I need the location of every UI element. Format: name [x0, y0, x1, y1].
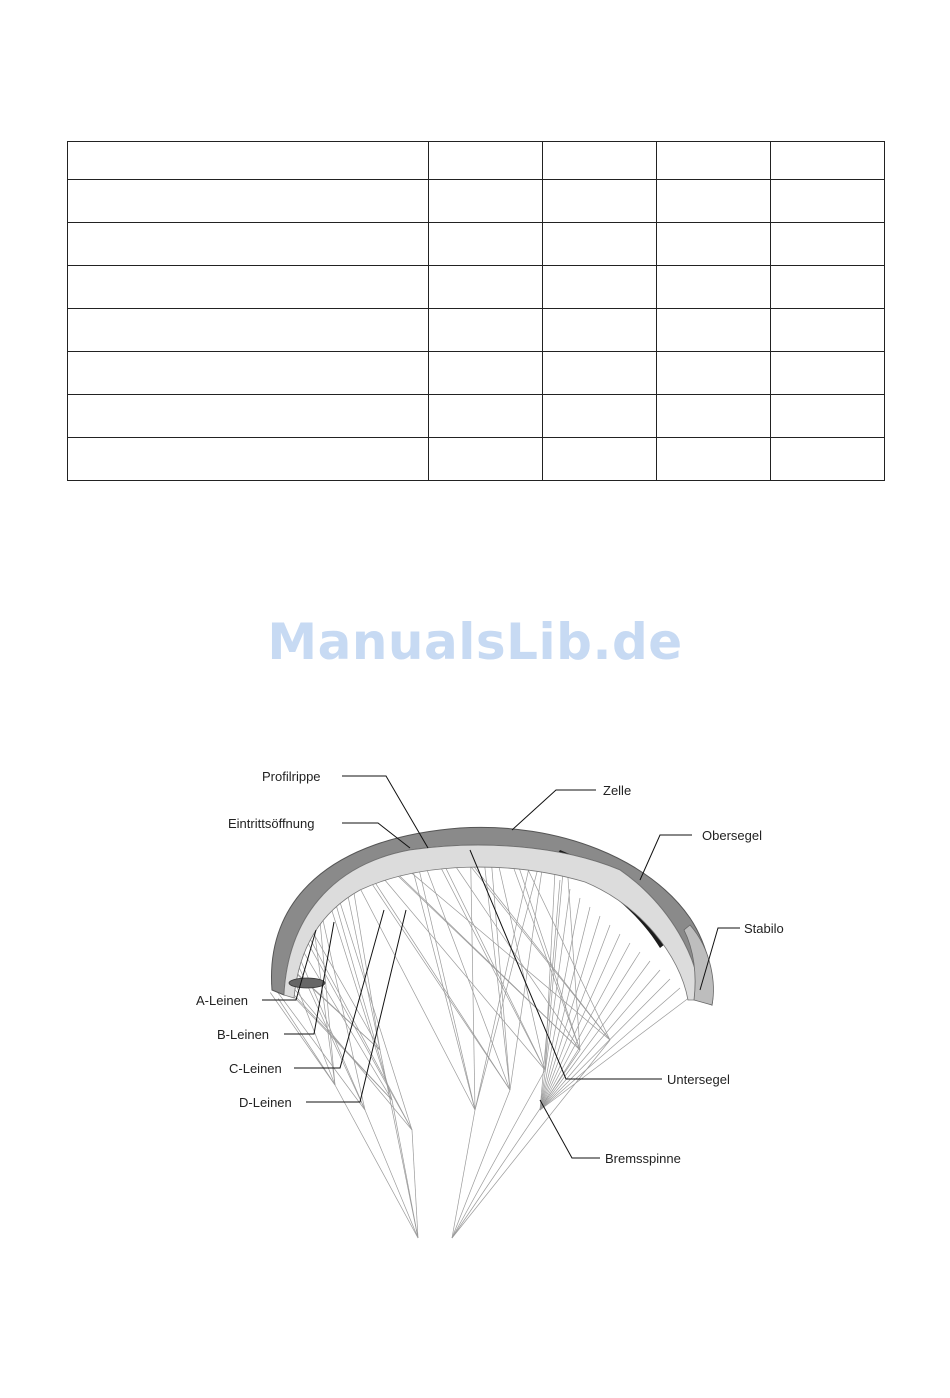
table-cell [657, 142, 771, 180]
table-cell [771, 223, 885, 266]
table-cell [68, 395, 429, 438]
label-untersegel: Untersegel [667, 1072, 730, 1087]
table-cell [657, 266, 771, 309]
table-row [68, 395, 885, 438]
table-cell [543, 309, 657, 352]
suspension-line [355, 879, 475, 1110]
label-obersegel: Obersegel [702, 828, 762, 843]
suspension-line [471, 850, 475, 1110]
table-cell [429, 395, 543, 438]
table-cell [429, 180, 543, 223]
label-d-leinen: D-Leinen [239, 1095, 292, 1110]
suspension-line [545, 860, 556, 1070]
table-cell [543, 223, 657, 266]
label-c-leinen: C-Leinen [229, 1061, 282, 1076]
suspension-line [540, 988, 680, 1110]
table-cell [543, 395, 657, 438]
table-cell [68, 309, 429, 352]
paraglider-diagram [0, 740, 950, 1280]
suspension-line [418, 865, 475, 1110]
label-a-leinen: A-Leinen [196, 993, 249, 1008]
table-row [68, 352, 885, 395]
table-cell [68, 223, 429, 266]
table-cell [429, 309, 543, 352]
suspension-line [508, 851, 580, 1050]
suspension-line [410, 859, 475, 1110]
table-row [68, 309, 885, 352]
leader-obersegel [640, 835, 692, 880]
table-cell [68, 142, 429, 180]
table-cell [657, 180, 771, 223]
suspension-line [376, 870, 545, 1070]
suspension-line [540, 907, 590, 1110]
suspension-line [275, 966, 412, 1130]
suspension-line [495, 850, 545, 1070]
suspension-line [292, 933, 392, 1100]
table-row [68, 438, 885, 481]
table-row [68, 223, 885, 266]
leader-zelle [512, 790, 596, 830]
label-eintrittsoeffnung: Eintrittsöffnung [228, 816, 315, 831]
table-cell [657, 309, 771, 352]
table-cell [68, 352, 429, 395]
suspension-line [540, 979, 670, 1110]
table-cell [657, 395, 771, 438]
table-cell [68, 438, 429, 481]
table-cell [771, 438, 885, 481]
inlet-opening [289, 978, 325, 988]
label-stabilo: Stabilo [744, 921, 784, 936]
leader-d-leinen [306, 910, 406, 1102]
paraglider-canopy [271, 827, 713, 1005]
table-cell [543, 438, 657, 481]
suspension-line [452, 1050, 580, 1238]
table-cell [771, 395, 885, 438]
suspension-line [475, 861, 540, 1110]
table-row [68, 266, 885, 309]
table-cell [771, 266, 885, 309]
suspension-line [346, 885, 380, 1050]
suspension-line [452, 1090, 510, 1238]
table-cell [771, 142, 885, 180]
suspension-line [335, 1085, 418, 1238]
table-row [68, 142, 885, 180]
watermark: ManualsLib.de [267, 613, 683, 671]
table-cell [657, 352, 771, 395]
suspension-line [452, 1070, 545, 1238]
table-cell [543, 180, 657, 223]
table-row [68, 180, 885, 223]
table-cell [429, 266, 543, 309]
suspension-line [491, 856, 510, 1090]
suspension-line [540, 970, 660, 1110]
suspension-line [540, 916, 600, 1110]
suspension-line [540, 997, 690, 1110]
label-bremsspinne: Bremsspinne [605, 1151, 681, 1166]
table-cell [543, 352, 657, 395]
leader-bremsspinne [540, 1100, 600, 1158]
label-profilrippe: Profilrippe [262, 769, 321, 784]
suspension-line [452, 1110, 475, 1238]
label-b-leinen: B-Leinen [217, 1027, 270, 1042]
table-cell [657, 223, 771, 266]
spec-table [67, 141, 885, 481]
suspension-line [540, 961, 650, 1110]
table-cell [543, 142, 657, 180]
table-cell [543, 266, 657, 309]
table-cell [68, 266, 429, 309]
suspension-line [306, 931, 412, 1130]
table-cell [771, 352, 885, 395]
table-cell [657, 438, 771, 481]
table-cell [429, 352, 543, 395]
suspension-line [395, 871, 580, 1050]
table-cell [429, 142, 543, 180]
table-cell [68, 180, 429, 223]
suspension-line [281, 981, 392, 1100]
suspension-line [365, 1110, 418, 1238]
table-cell [771, 309, 885, 352]
table-cell [771, 180, 885, 223]
label-zelle: Zelle [603, 783, 632, 798]
table-cell [429, 438, 543, 481]
suspension-line [545, 866, 564, 1070]
table-cell [429, 223, 543, 266]
